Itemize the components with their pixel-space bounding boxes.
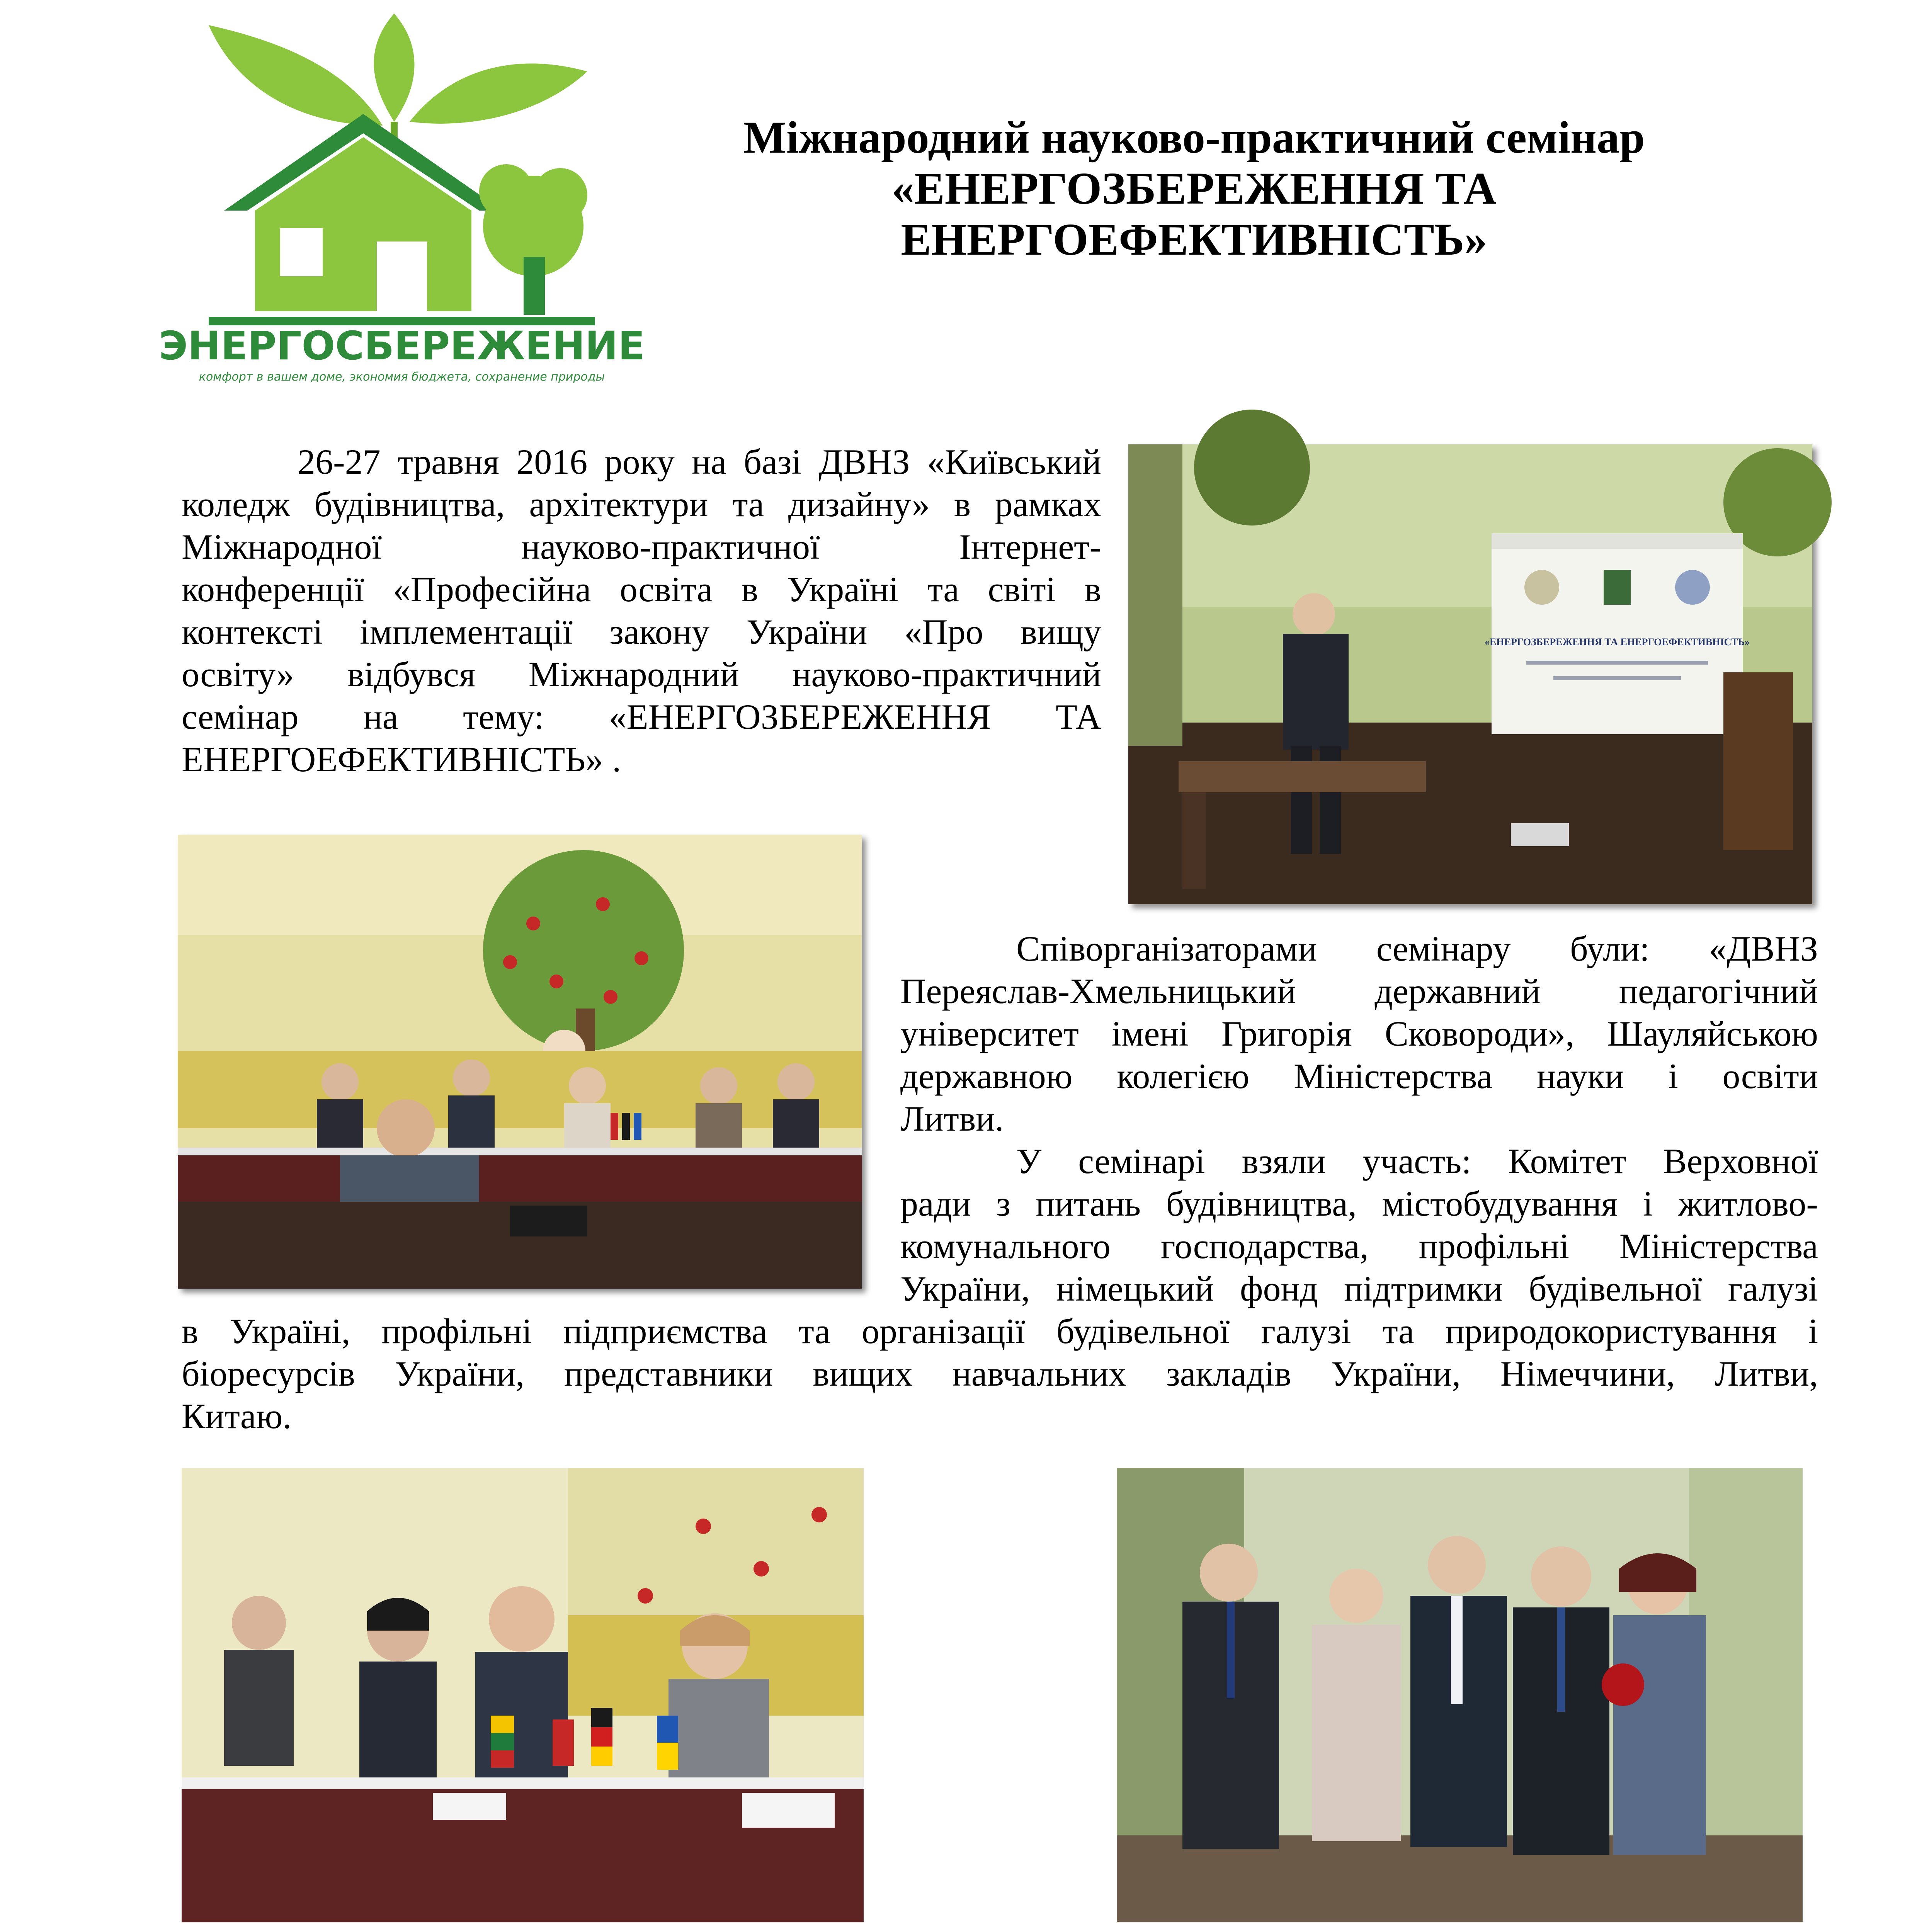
text-line: ради з питань будівництва, містобудування і житлово-	[900, 1184, 1818, 1223]
text-line: Переяслав-Хмельницький державний педагогічний	[900, 971, 1818, 1011]
text-line: в Україні, профільні підприємства та організації будівельної галузі та природокористування і	[182, 1311, 1818, 1351]
text-line: Китаю.	[182, 1396, 292, 1436]
title-line: Міжнародний науково-практичний семінар	[743, 112, 1645, 163]
intro-paragraph	[182, 440, 1101, 781]
text-line: України, німецький фонд підтримки будівельної галузі	[900, 1269, 1818, 1308]
text-line: 26-27 травня 2016 року на базі ДВНЗ «Київський	[298, 442, 1101, 481]
logo	[158, 10, 645, 390]
text-line: контексті імплементації закону України «Про вищу	[182, 612, 1101, 651]
photo-delegates-flags	[182, 1468, 864, 1922]
leaf-icon	[209, 25, 383, 126]
text-line: біоресурсів України, представники вищих навчальних закладів України, Німеччини, Литви,	[182, 1354, 1818, 1393]
logo-tagline: комфорт в вашем доме, экономия бюджета, сохранение природы	[199, 370, 605, 384]
photo-group	[1117, 1468, 1803, 1922]
text-line: університет імені Григорія Сковороди», Шауляйською	[900, 1014, 1818, 1053]
organizers-paragraph	[900, 927, 1818, 1310]
text-line: семінар на тему: «ЕНЕРГОЗБЕРЕЖЕННЯ ТА	[182, 697, 1101, 736]
text-line: ЕНЕРГОЕФЕКТИВНІСТЬ» .	[182, 740, 621, 779]
logo-brand-text: ЭНЕРГОСБЕРЕЖЕНИЕ	[158, 323, 645, 369]
text-line: Міжнародної науково-практичної Інтернет-	[182, 527, 1101, 566]
page-title	[618, 112, 1770, 265]
text-line: комунального господарства, профільні Міністерства	[900, 1226, 1818, 1266]
title-line: ЕНЕРГОЕФЕКТИВНІСТЬ»	[901, 214, 1487, 265]
text-line: Співорганізаторами семінару були: «ДВНЗ	[1016, 929, 1818, 968]
participants-paragraph	[182, 1310, 1818, 1437]
text-line: конференції «Професійна освіта в Україні та світі в	[182, 570, 1101, 609]
text-line: коледж будівництва, архітектури та дизайну» в рамках	[182, 485, 1101, 524]
photo-presidium	[178, 835, 862, 1289]
screen-title-text: «ЕНЕРГОЗБЕРЕЖЕННЯ ТА ЕНЕРГОЕФЕКТИВНІСТЬ»	[1485, 636, 1750, 648]
text-line: освіту» відбувся Міжнародний науково-практичний	[182, 655, 1101, 694]
leaf-icon	[374, 14, 415, 122]
text-line: У семінарі взяли участь: Комітет Верховної	[1016, 1141, 1818, 1181]
photo-speaker-presentation	[1128, 444, 1812, 904]
leaf-icon	[410, 63, 587, 124]
title-line: «ЕНЕРГОЗБЕРЕЖЕННЯ ТА	[891, 163, 1497, 214]
text-line: державною колегією Міністерства науки і освіти	[900, 1056, 1818, 1096]
house-icon	[255, 137, 471, 311]
text-line: Литви.	[900, 1099, 1004, 1138]
